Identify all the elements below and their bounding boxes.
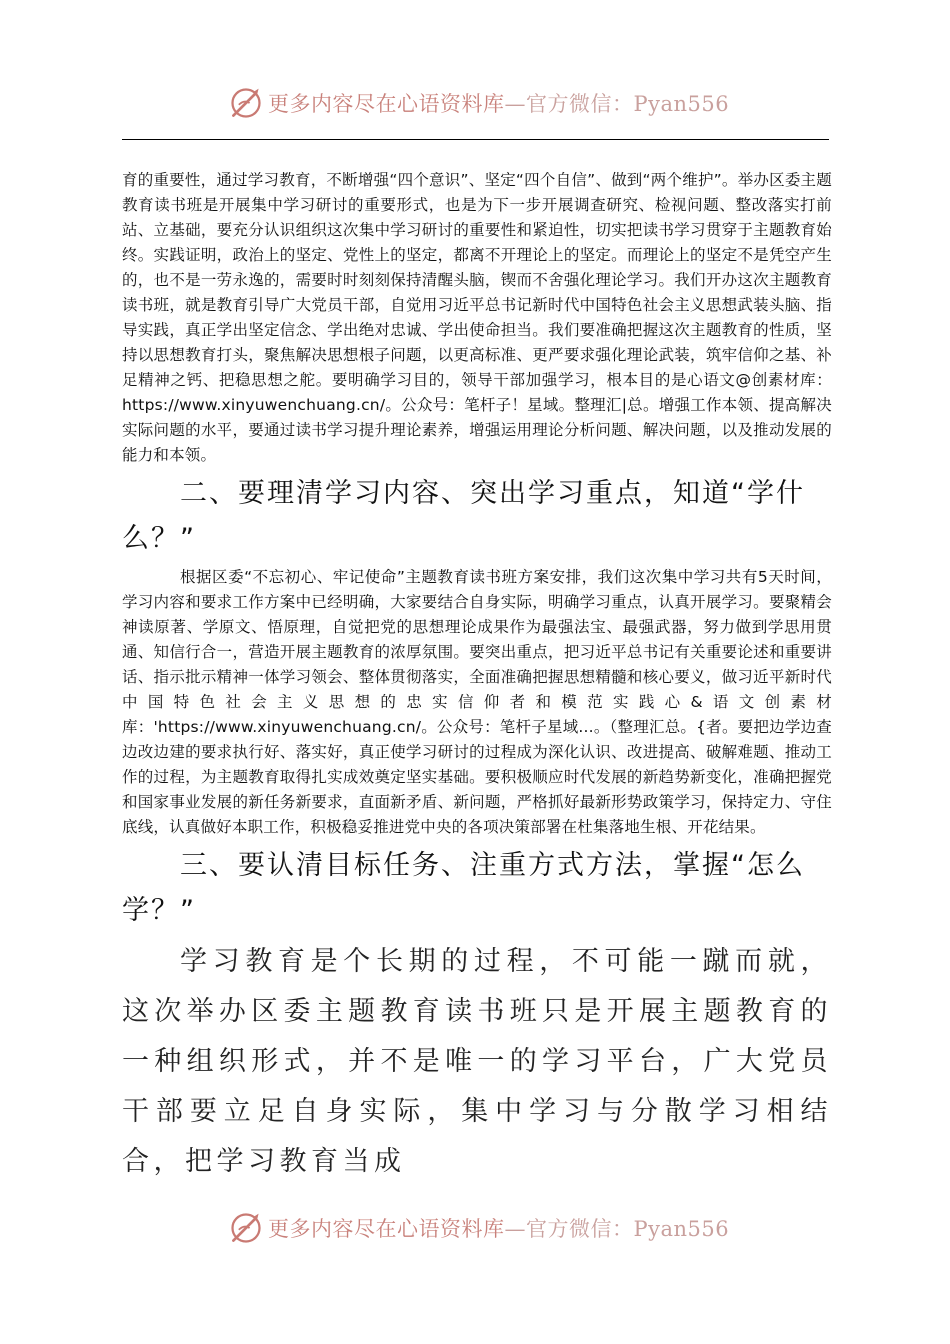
paragraph-2: 根据区委“不忘初心、牢记使命”主题教育读书班方案安排，我们这次集中学习共有5天时间，学习内容和要求工作方案中已经明确，大家要结合自身实际，明确学习重点，认真开展学习。要聚精会神读原著、学原文、悟原理，自觉把党的思想理论成果作为最强法宝、最强武器，努力做到学思用贯通、知信行合一，营造开展主题教育的浓厚氛围。要突出重点，把习近平总书记有关重要论述和重要讲话、指示批示精神一体学习领会、整体贯彻落实，全面准确把握思想精髓和核心要义，做习近平新时代中国特色社会主义思想的忠实信仰者和模范实践心&语文创素材库：'https://www.xinyuwenchuang.cn/。公众号：笔杆子星域...。（整理汇总。{者。要把边学边查边改边建的要求执行好、落实好，真正使学习研讨的过程成为深化认识、改进提高、破解难题、推动工作的过程，为主题教育取得扎实成效奠定坚实基础。要积极顺应时代发展的新趋势新变化，准确把握党和国家事业发展的新任务新要求，直面新矛盾、新问题，严格抓好最新形势政策学习，保持定力、守住底线，认真做好本职工作，积极稳妥推进党中央的各项决策部署在杜集落地生根、开花结果。	[122, 568, 832, 836]
section-heading-3: 三、要认清目标任务、注重方式方法，掌握“怎么学？”	[122, 850, 805, 926]
header-rule	[122, 139, 829, 140]
section-heading-2: 二、要理清学习内容、突出学习重点，知道“学什么？”	[122, 478, 805, 554]
footer-watermark	[228, 1208, 729, 1248]
body-text	[122, 168, 832, 1187]
paragraph-1: 育的重要性，通过学习教育，不断增强“四个意识”、坚定“四个自信”、做到“两个维护”。举办区委主题教育读书班是开展集中学习研讨的重要形式，也是为下一步开展调查研究、检视问题、整改落实打前站、立基础，要充分认识组织这次集中学习研讨的重要性和紧迫性，切实把读书学习贯穿于主题教育始终。实践证明，政治上的坚定、党性上的坚定，都离不开理论上的坚定。而理论上的坚定不是凭空产生的，也不是一劳永逸的，需要时时刻刻保持清醒头脑，锲而不舍强化理论学习。我们开办这次主题教育读书班，就是教育引导广大党员干部，自觉用习近平总书记新时代中国特色社会主义思想武装头脑、指导实践，真正学出坚定信念、学出绝对忠诚、学出使命担当。我们要准确把握这次主题教育的性质，坚持以思想教育打头，聚焦解决思想根子问题，以更高标准、更严要求强化理论武装，筑牢信仰之基、补足精神之钙、把稳思想之舵。要明确学习目的，领导干部加强学习，根本目的是心语文@创素材库：https://www.xinyuwenchuang.cn/。公众号：笔杆子！星域。整理汇|总。增强工作本领、提高解决实际问题的水平，要通过读书学习提升理论素养，增强运用理论分析问题、解决问题，以及推动发展的能力和本领。	[122, 171, 832, 464]
watermark-brand: 更多内容尽在心语资料库	[268, 1217, 505, 1241]
watermark-wechat: —官方微信：Pyan556	[504, 1217, 730, 1241]
watermark-brand: 更多内容尽在心语资料库	[268, 92, 505, 116]
header-watermark	[228, 83, 729, 123]
pen-logo-icon	[228, 1210, 264, 1246]
paragraph-3: 学习教育是个长期的过程，不可能一蹴而就，这次举办区委主题教育读书班只是开展主题教育的一种组织形式，并不是唯一的学习平台，广大党员干部要立足自身实际，集中学习与分散学习相结合，把学习教育当成	[122, 946, 832, 1177]
pen-logo-icon	[228, 85, 264, 121]
watermark-wechat: —官方微信：Pyan556	[504, 92, 730, 116]
